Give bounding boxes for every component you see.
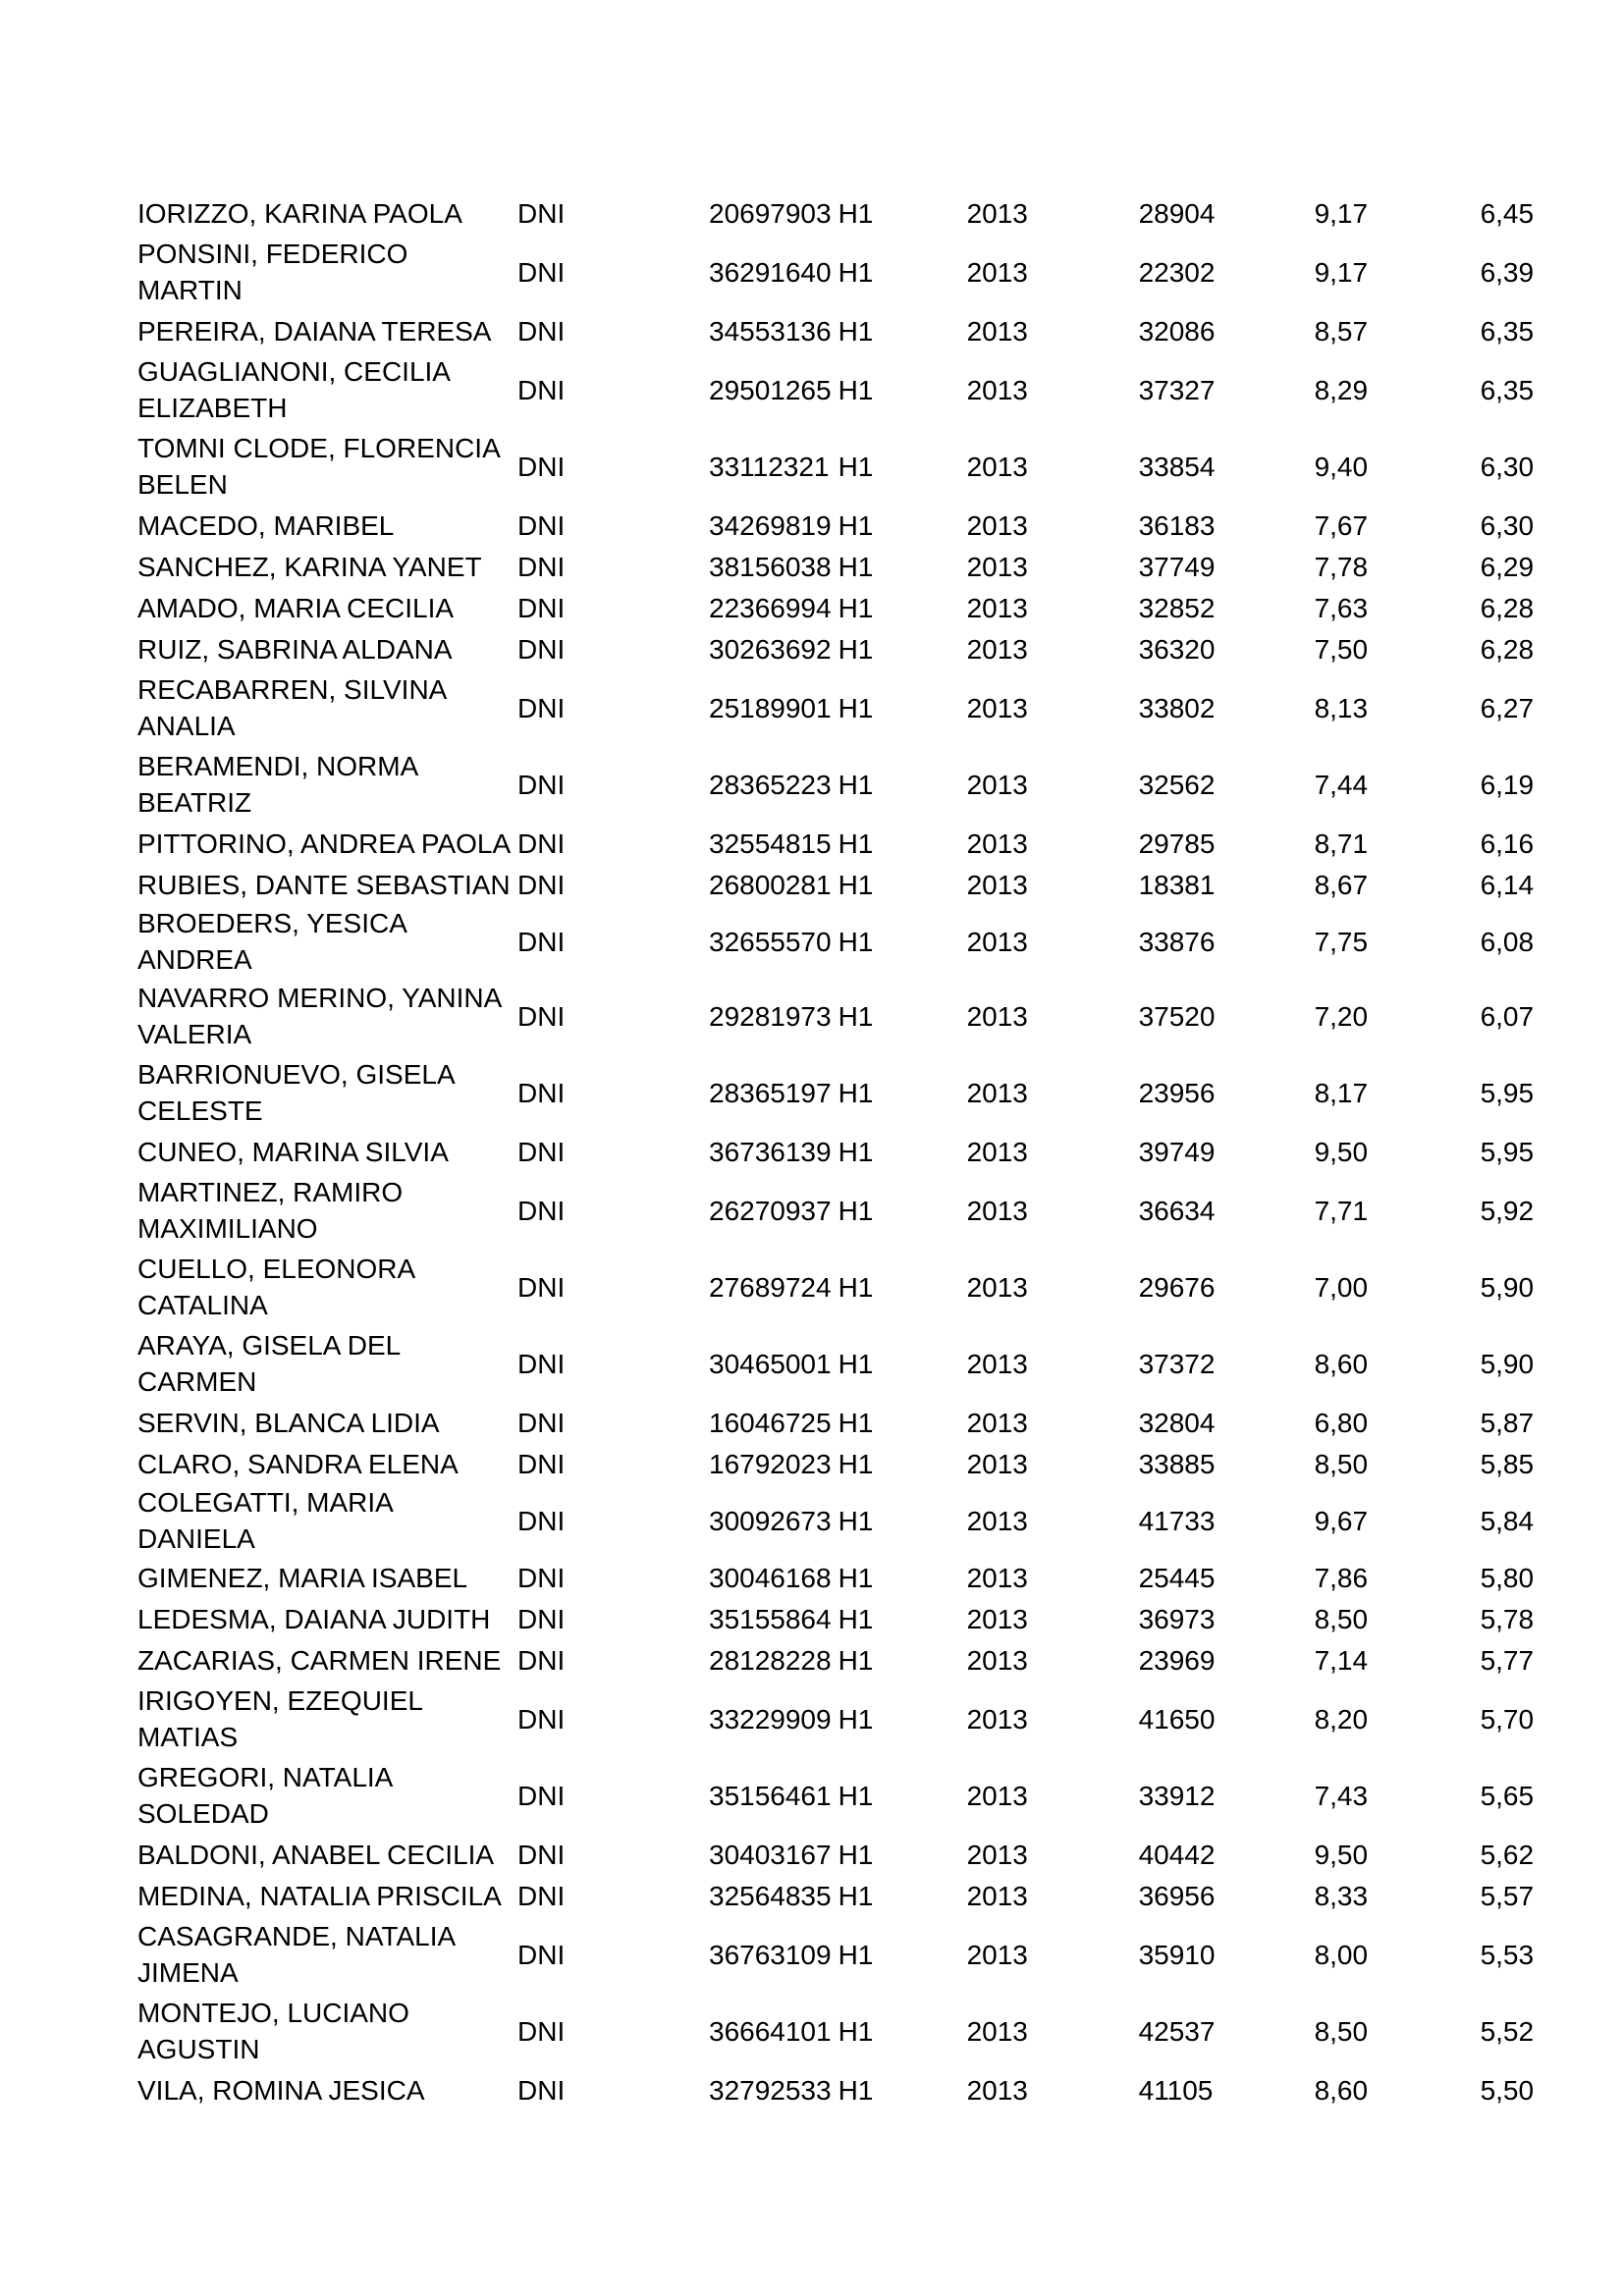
- person-name: AMADO, MARIA CECILIA: [137, 592, 455, 623]
- score-one: 8,60: [1314, 1348, 1369, 1379]
- person-name: BARRIONUEVO, GISELA CELESTE: [137, 1059, 455, 1126]
- table-row: [137, 587, 1613, 628]
- code-number: 37749: [1138, 551, 1216, 582]
- year: 2013: [966, 2015, 1028, 2047]
- document-number: 25189901: [709, 692, 832, 723]
- table-row: [137, 1484, 1613, 1557]
- code-number: 33912: [1138, 1780, 1216, 1811]
- code-number: 22302: [1138, 256, 1216, 288]
- document-type: DNI: [517, 1195, 566, 1226]
- document-type: DNI: [517, 509, 566, 541]
- table-body: [137, 192, 1613, 2110]
- code-number: 32804: [1138, 1407, 1216, 1438]
- person-name: CASAGRANDE, NATALIA JIMENA: [137, 1921, 455, 1988]
- person-name: SANCHEZ, KARINA YANET: [137, 551, 482, 582]
- person-name: VILA, ROMINA JESICA: [137, 2074, 425, 2106]
- category: H1: [838, 1407, 874, 1438]
- score-two: 6,28: [1480, 633, 1535, 665]
- person-name: BERAMENDI, NORMA BEATRIZ: [137, 751, 417, 818]
- category: H1: [838, 1348, 874, 1379]
- code-number: 40442: [1138, 1839, 1216, 1870]
- code-number: 41733: [1138, 1505, 1216, 1536]
- document-type: DNI: [517, 769, 566, 800]
- score-one: 7,71: [1314, 1195, 1369, 1226]
- category: H1: [838, 315, 874, 347]
- table-row: [137, 2069, 1613, 2110]
- person-name: GUAGLIANONI, CECILIA ELIZABETH: [137, 356, 450, 423]
- score-one: 8,00: [1314, 1939, 1369, 1970]
- document-number: 28365223: [709, 769, 832, 800]
- document-number: 16046725: [709, 1407, 832, 1438]
- document-number: 36664101: [709, 2015, 832, 2047]
- table-row: [137, 1131, 1613, 1172]
- year: 2013: [966, 1939, 1028, 1970]
- document-type: DNI: [517, 197, 566, 229]
- year: 2013: [966, 592, 1028, 623]
- year: 2013: [966, 1448, 1028, 1479]
- score-two: 5,65: [1480, 1780, 1535, 1811]
- code-number: 32562: [1138, 769, 1216, 800]
- category: H1: [838, 1562, 874, 1593]
- category: H1: [838, 256, 874, 288]
- document-type: DNI: [517, 1562, 566, 1593]
- category: H1: [838, 828, 874, 859]
- score-two: 5,52: [1480, 2015, 1535, 2047]
- code-number: 33876: [1138, 926, 1216, 957]
- document-number: 30046168: [709, 1562, 832, 1593]
- document-type: DNI: [517, 828, 566, 859]
- code-number: 36973: [1138, 1603, 1216, 1634]
- category: H1: [838, 1136, 874, 1167]
- score-one: 7,44: [1314, 769, 1369, 800]
- category: H1: [838, 2074, 874, 2106]
- score-one: 7,63: [1314, 592, 1369, 623]
- year: 2013: [966, 1603, 1028, 1634]
- person-name: RUIZ, SABRINA ALDANA: [137, 633, 453, 665]
- table-row: [137, 310, 1613, 351]
- year: 2013: [966, 828, 1028, 859]
- person-name: ZACARIAS, CARMEN IRENE: [137, 1644, 502, 1676]
- score-one: 8,50: [1314, 1603, 1369, 1634]
- person-name: NAVARRO MERINO, YANINA VALERIA: [137, 983, 501, 1049]
- person-name: BROEDERS, YESICA ANDREA: [137, 908, 406, 975]
- person-name: RUBIES, DANTE SEBASTIAN: [137, 869, 511, 900]
- document-number: 29501265: [709, 374, 832, 405]
- score-one: 7,75: [1314, 926, 1369, 957]
- code-number: 25445: [1138, 1562, 1216, 1593]
- category: H1: [838, 1505, 874, 1536]
- person-name: MEDINA, NATALIA PRISCILA: [137, 1880, 502, 1911]
- table-row: [137, 746, 1613, 823]
- person-name: IRIGOYEN, EZEQUIEL MATIAS: [137, 1685, 422, 1752]
- document-type: DNI: [517, 1271, 566, 1303]
- year: 2013: [966, 926, 1028, 957]
- code-number: 37520: [1138, 1000, 1216, 1032]
- score-one: 7,43: [1314, 1780, 1369, 1811]
- table-row: [137, 1054, 1613, 1131]
- document-number: 32655570: [709, 926, 832, 957]
- code-number: 23969: [1138, 1644, 1216, 1676]
- score-one: 8,50: [1314, 1448, 1369, 1479]
- person-name: SERVIN, BLANCA LIDIA: [137, 1407, 440, 1438]
- document-number: 22366994: [709, 592, 832, 623]
- code-number: 36183: [1138, 509, 1216, 541]
- score-one: 8,67: [1314, 869, 1369, 900]
- document-type: DNI: [517, 315, 566, 347]
- score-one: 9,17: [1314, 256, 1369, 288]
- score-two: 5,85: [1480, 1448, 1535, 1479]
- table-row: [137, 978, 1613, 1054]
- person-name: LEDESMA, DAIANA JUDITH: [137, 1603, 491, 1634]
- code-number: 32852: [1138, 592, 1216, 623]
- document-type: DNI: [517, 1839, 566, 1870]
- person-name: GREGORI, NATALIA SOLEDAD: [137, 1762, 392, 1829]
- category: H1: [838, 1271, 874, 1303]
- score-two: 5,77: [1480, 1644, 1535, 1676]
- score-two: 5,95: [1480, 1136, 1535, 1167]
- category: H1: [838, 374, 874, 405]
- category: H1: [838, 2015, 874, 2047]
- category: H1: [838, 1077, 874, 1108]
- year: 2013: [966, 1780, 1028, 1811]
- document-number: 30403167: [709, 1839, 832, 1870]
- table-row: [137, 1834, 1613, 1875]
- year: 2013: [966, 256, 1028, 288]
- document-type: DNI: [517, 2015, 566, 2047]
- document-type: DNI: [517, 1136, 566, 1167]
- year: 2013: [966, 1839, 1028, 1870]
- document-number: 28365197: [709, 1077, 832, 1108]
- table-row: [137, 1249, 1613, 1325]
- table-row: [137, 669, 1613, 746]
- person-name: COLEGATTI, MARIA DANIELA: [137, 1487, 393, 1554]
- score-two: 5,50: [1480, 2074, 1535, 2106]
- code-number: 33885: [1138, 1448, 1216, 1479]
- score-two: 6,14: [1480, 869, 1535, 900]
- score-two: 6,16: [1480, 828, 1535, 859]
- year: 2013: [966, 509, 1028, 541]
- table-row: [137, 1325, 1613, 1402]
- year: 2013: [966, 1000, 1028, 1032]
- score-two: 6,08: [1480, 926, 1535, 957]
- score-two: 5,57: [1480, 1880, 1535, 1911]
- category: H1: [838, 869, 874, 900]
- category: H1: [838, 1448, 874, 1479]
- table-row: [137, 192, 1613, 234]
- person-name: BALDONI, ANABEL CECILIA: [137, 1839, 495, 1870]
- year: 2013: [966, 1136, 1028, 1167]
- score-one: 9,67: [1314, 1505, 1369, 1536]
- document-number: 35155864: [709, 1603, 832, 1634]
- document-type: DNI: [517, 451, 566, 482]
- document-type: DNI: [517, 2074, 566, 2106]
- score-two: 5,70: [1480, 1703, 1535, 1735]
- code-number: 28904: [1138, 197, 1216, 229]
- score-one: 8,20: [1314, 1703, 1369, 1735]
- score-one: 7,14: [1314, 1644, 1369, 1676]
- score-two: 5,62: [1480, 1839, 1535, 1870]
- year: 2013: [966, 869, 1028, 900]
- table-row: [137, 1598, 1613, 1639]
- score-one: 9,17: [1314, 197, 1369, 229]
- document-type: DNI: [517, 869, 566, 900]
- year: 2013: [966, 374, 1028, 405]
- category: H1: [838, 451, 874, 482]
- table-row: [137, 1172, 1613, 1249]
- score-one: 9,50: [1314, 1839, 1369, 1870]
- category: H1: [838, 1880, 874, 1911]
- category: H1: [838, 633, 874, 665]
- year: 2013: [966, 692, 1028, 723]
- score-two: 6,35: [1480, 374, 1535, 405]
- table-row: [137, 864, 1613, 905]
- document-number: 36736139: [709, 1136, 832, 1167]
- code-number: 42537: [1138, 2015, 1216, 2047]
- document-number: 36291640: [709, 256, 832, 288]
- person-name: MARTINEZ, RAMIRO MAXIMILIANO: [137, 1177, 404, 1244]
- score-one: 7,50: [1314, 633, 1369, 665]
- score-two: 5,90: [1480, 1271, 1535, 1303]
- score-one: 8,29: [1314, 374, 1369, 405]
- score-one: 8,57: [1314, 315, 1369, 347]
- score-two: 5,78: [1480, 1603, 1535, 1634]
- year: 2013: [966, 1077, 1028, 1108]
- document-number: 20697903: [709, 197, 832, 229]
- document-number: 33229909: [709, 1703, 832, 1735]
- document-type: DNI: [517, 1703, 566, 1735]
- score-two: 6,35: [1480, 315, 1535, 347]
- category: H1: [838, 1195, 874, 1226]
- ranking-table: [137, 192, 1613, 2110]
- document-number: 35156461: [709, 1780, 832, 1811]
- score-one: 9,40: [1314, 451, 1369, 482]
- table-row: [137, 1875, 1613, 1916]
- person-name: PEREIRA, DAIANA TERESA: [137, 315, 492, 347]
- person-name: ARAYA, GISELA DEL CARMEN: [137, 1330, 401, 1397]
- category: H1: [838, 1000, 874, 1032]
- document-type: DNI: [517, 1407, 566, 1438]
- score-one: 8,13: [1314, 692, 1369, 723]
- document-number: 30092673: [709, 1505, 832, 1536]
- score-two: 6,30: [1480, 451, 1535, 482]
- score-two: 6,29: [1480, 551, 1535, 582]
- document-number: 34269819: [709, 509, 832, 541]
- year: 2013: [966, 1505, 1028, 1536]
- document-type: DNI: [517, 374, 566, 405]
- category: H1: [838, 1644, 874, 1676]
- table-row: [137, 351, 1613, 428]
- year: 2013: [966, 1407, 1028, 1438]
- document-number: 28128228: [709, 1644, 832, 1676]
- score-two: 5,95: [1480, 1077, 1535, 1108]
- document-number: 30465001: [709, 1348, 832, 1379]
- score-two: 6,19: [1480, 769, 1535, 800]
- year: 2013: [966, 1880, 1028, 1911]
- table-row: [137, 1916, 1613, 1993]
- score-two: 5,92: [1480, 1195, 1535, 1226]
- table-row: [137, 823, 1613, 864]
- score-one: 7,67: [1314, 509, 1369, 541]
- document-type: DNI: [517, 1448, 566, 1479]
- code-number: 37327: [1138, 374, 1216, 405]
- person-name: PITTORINO, ANDREA PAOLA: [137, 828, 512, 859]
- document-type: DNI: [517, 1939, 566, 1970]
- person-name: IORIZZO, KARINA PAOLA: [137, 197, 462, 229]
- document-type: DNI: [517, 1000, 566, 1032]
- year: 2013: [966, 551, 1028, 582]
- score-one: 6,80: [1314, 1407, 1369, 1438]
- table-row: [137, 1402, 1613, 1443]
- document-type: DNI: [517, 1077, 566, 1108]
- score-one: 9,50: [1314, 1136, 1369, 1167]
- person-name: CLARO, SANDRA ELENA: [137, 1448, 459, 1479]
- table-row: [137, 1557, 1613, 1598]
- person-name: MONTEJO, LUCIANO AGUSTIN: [137, 1998, 409, 2064]
- table-row: [137, 1443, 1613, 1484]
- person-name: TOMNI CLODE, FLORENCIA BELEN: [137, 433, 500, 500]
- year: 2013: [966, 1703, 1028, 1735]
- year: 2013: [966, 769, 1028, 800]
- year: 2013: [966, 197, 1028, 229]
- score-one: 8,33: [1314, 1880, 1369, 1911]
- code-number: 18381: [1138, 869, 1216, 900]
- year: 2013: [966, 2074, 1028, 2106]
- document-number: 38156038: [709, 551, 832, 582]
- document-type: DNI: [517, 1644, 566, 1676]
- category: H1: [838, 592, 874, 623]
- code-number: 32086: [1138, 315, 1216, 347]
- code-number: 36634: [1138, 1195, 1216, 1226]
- document-number: 29281973: [709, 1000, 832, 1032]
- code-number: 37372: [1138, 1348, 1216, 1379]
- year: 2013: [966, 633, 1028, 665]
- document-type: DNI: [517, 633, 566, 665]
- document-number: 34553136: [709, 315, 832, 347]
- document-type: DNI: [517, 1780, 566, 1811]
- score-two: 6,28: [1480, 592, 1535, 623]
- score-two: 6,27: [1480, 692, 1535, 723]
- score-one: 8,17: [1314, 1077, 1369, 1108]
- code-number: 33802: [1138, 692, 1216, 723]
- document-type: DNI: [517, 592, 566, 623]
- code-number: 23956: [1138, 1077, 1216, 1108]
- year: 2013: [966, 1195, 1028, 1226]
- document-type: DNI: [517, 1603, 566, 1634]
- score-two: 6,30: [1480, 509, 1535, 541]
- score-two: 6,07: [1480, 1000, 1535, 1032]
- category: H1: [838, 692, 874, 723]
- code-number: 41105: [1138, 2074, 1214, 2106]
- person-name: MACEDO, MARIBEL: [137, 509, 395, 541]
- score-two: 5,84: [1480, 1505, 1535, 1536]
- document-number: 32554815: [709, 828, 832, 859]
- score-two: 5,90: [1480, 1348, 1535, 1379]
- code-number: 29785: [1138, 828, 1216, 859]
- table-row: [137, 1757, 1613, 1834]
- table-row: [137, 234, 1613, 310]
- document-type: DNI: [517, 1348, 566, 1379]
- code-number: 39749: [1138, 1136, 1216, 1167]
- category: H1: [838, 1703, 874, 1735]
- document-type: DNI: [517, 551, 566, 582]
- table-row: [137, 546, 1613, 587]
- year: 2013: [966, 1271, 1028, 1303]
- category: H1: [838, 551, 874, 582]
- score-two: 5,80: [1480, 1562, 1535, 1593]
- score-one: 8,60: [1314, 2074, 1369, 2106]
- document-type: DNI: [517, 692, 566, 723]
- document-number: 36763109: [709, 1939, 832, 1970]
- year: 2013: [966, 1644, 1028, 1676]
- year: 2013: [966, 451, 1028, 482]
- score-one: 7,20: [1314, 1000, 1369, 1032]
- score-one: 7,00: [1314, 1271, 1369, 1303]
- category: H1: [838, 1603, 874, 1634]
- document-number: 33112321: [709, 451, 830, 482]
- document-number: 16792023: [709, 1448, 832, 1479]
- score-two: 6,45: [1480, 197, 1535, 229]
- person-name: CUNEO, MARINA SILVIA: [137, 1136, 449, 1167]
- code-number: 36320: [1138, 633, 1216, 665]
- score-two: 6,39: [1480, 256, 1535, 288]
- document-number: 30263692: [709, 633, 832, 665]
- code-number: 36956: [1138, 1880, 1216, 1911]
- document-number: 26270937: [709, 1195, 832, 1226]
- score-two: 5,87: [1480, 1407, 1535, 1438]
- table-row: [137, 1639, 1613, 1681]
- code-number: 41650: [1138, 1703, 1216, 1735]
- score-one: 8,71: [1314, 828, 1369, 859]
- category: H1: [838, 1939, 874, 1970]
- table-row: [137, 428, 1613, 505]
- category: H1: [838, 1780, 874, 1811]
- document-type: DNI: [517, 1880, 566, 1911]
- document-type: DNI: [517, 256, 566, 288]
- table-row: [137, 905, 1613, 978]
- person-name: GIMENEZ, MARIA ISABEL: [137, 1562, 468, 1593]
- code-number: 33854: [1138, 451, 1216, 482]
- table-row: [137, 628, 1613, 669]
- table-row: [137, 1681, 1613, 1757]
- score-one: 8,50: [1314, 2015, 1369, 2047]
- document-type: DNI: [517, 926, 566, 957]
- score-two: 5,53: [1480, 1939, 1535, 1970]
- table-row: [137, 1993, 1613, 2069]
- category: H1: [838, 926, 874, 957]
- person-name: RECABARREN, SILVINA ANALIA: [137, 674, 446, 741]
- year: 2013: [966, 1348, 1028, 1379]
- category: H1: [838, 197, 874, 229]
- category: H1: [838, 509, 874, 541]
- document-number: 32792533: [709, 2074, 832, 2106]
- score-one: 7,78: [1314, 551, 1369, 582]
- person-name: PONSINI, FEDERICO MARTIN: [137, 239, 408, 305]
- document-number: 32564835: [709, 1880, 832, 1911]
- code-number: 35910: [1138, 1939, 1216, 1970]
- score-one: 7,86: [1314, 1562, 1369, 1593]
- year: 2013: [966, 1562, 1028, 1593]
- person-name: CUELLO, ELEONORA CATALINA: [137, 1254, 414, 1320]
- table-row: [137, 505, 1613, 546]
- code-number: 29676: [1138, 1271, 1216, 1303]
- year: 2013: [966, 315, 1028, 347]
- document-type: DNI: [517, 1505, 566, 1536]
- document-number: 26800281: [709, 869, 832, 900]
- document-number: 27689724: [709, 1271, 832, 1303]
- category: H1: [838, 1839, 874, 1870]
- category: H1: [838, 769, 874, 800]
